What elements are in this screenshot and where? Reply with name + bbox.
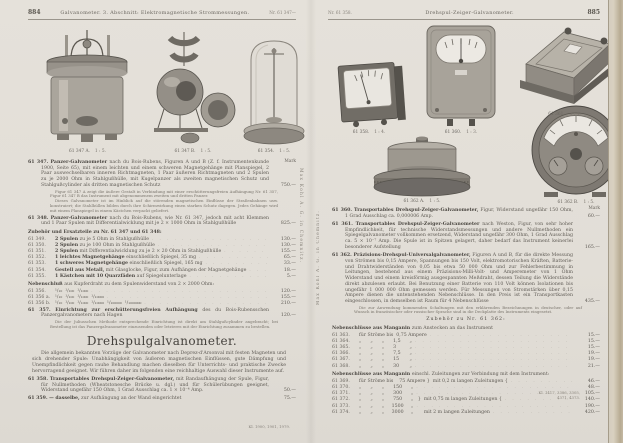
row-text [55, 301, 141, 307]
row-text: „ „ „ 3 „ [359, 345, 412, 351]
row-price: 420.— [584, 409, 600, 415]
entry-description: des du Bois-Rubensschen Panzergalvanometers nach Hagen [41, 307, 270, 319]
dot-leader [415, 357, 573, 362]
caption-61354 [238, 149, 310, 154]
entry-text [28, 308, 296, 319]
caption-label: 61 362 A. [403, 199, 425, 204]
row-number: 61 356. [28, 289, 46, 295]
caption-label: 61 354. [257, 149, 275, 154]
row-price: 19.— [587, 357, 600, 363]
price-row [28, 274, 296, 280]
dot-leader [199, 255, 269, 260]
row-rest: ¹/₁₀ ¹/₁₀₀ ¹/₁₀₀₀ ¹/₁₀₀₀₀ ¹/₁₀₀₀₀₀ ¹/₁₀₀₀₀₀₀ [55, 301, 142, 307]
entry-number: 61 358. [28, 376, 48, 382]
dot-leader [152, 237, 269, 242]
entry-text [28, 216, 296, 227]
price-row [28, 268, 296, 274]
running-header-left [28, 9, 296, 20]
row-price: 130.— [280, 243, 296, 249]
caption-label: 61 347 A. [69, 149, 90, 154]
caption-61362A [366, 199, 478, 204]
entry-description: nach du Bois-Rubens, wie Nr. 61 347, jedoch mit acht Klemmen und 1 Paar Spulen mit Differentialwicklung mit je 2 × 1000 Ohm in Stahlgußhülle [41, 215, 269, 227]
row-text: „ „ „ 7,5 „ [359, 351, 412, 357]
entry-description: mit Bandaufhängung der Spule, Figur, für Nullmethoden (Wheatstonesche Brücke u. dgl.) und für Schülerübungen geeignet, Widerstand ungefähr 150 Ohm, 1 Grad Ausschlag ca. 1 × 10⁻⁴ Amp. [41, 376, 269, 394]
row-text [55, 261, 202, 267]
row-text [55, 274, 186, 280]
row-price: 210.— [280, 301, 296, 307]
row-number: 61 356 a. [28, 295, 51, 301]
dot-leader [158, 243, 269, 248]
catalog-entry [28, 216, 296, 227]
row-number: 61 355. [28, 273, 46, 279]
row-bold: 1 schweres Magnetgehänge [55, 261, 128, 267]
running-ref: Nr. 61 358. [328, 10, 352, 15]
dot-leader [144, 301, 269, 306]
price-row [332, 364, 600, 370]
entry-number: 61 357. [28, 307, 51, 313]
row-price: 190.— [584, 403, 600, 409]
row-bold: 1 Kästchen mit 10 Quarzfäden [55, 273, 136, 279]
row-rest: auf Spiegelunterlage [136, 273, 187, 279]
row-number: 61 354. [28, 267, 46, 273]
catalog-entry [28, 160, 296, 213]
price-row [332, 333, 600, 339]
row-number: 61 372. [332, 397, 350, 403]
fine-print: Dieses Galvanometer ist im Hinblick auf die störenden magnetischen Einflüsse der Straßenbahnen usw. konstruiert; die Stahlhüllen bilden durch ihre Schirmwirkung einen starken Schutz dagegen. Jedes Gehänge wird mit einem Planspiegel in einem Kästchen verpackt geliefert. [50, 198, 278, 213]
entry-notes [332, 306, 600, 315]
mark-column-header: Mark [588, 206, 600, 211]
entry-price: 120.— [280, 313, 296, 319]
entry-name: — dasselbe, [49, 396, 80, 402]
row-price: 33.— [283, 261, 296, 267]
entry-text [332, 253, 600, 305]
figure-61354-bell-jar-stand [240, 34, 308, 147]
row-price: 65.— [283, 255, 296, 261]
entry-number: 61 360. [332, 208, 353, 213]
row-price: 18.— [283, 267, 296, 273]
dot-leader [415, 364, 573, 369]
price-row [332, 404, 600, 410]
shunt-heading-bold: Nebenschlüsse aus Manganin [332, 372, 411, 378]
caption-scale: 1 : 5. [200, 149, 212, 154]
row-price: 48.— [587, 385, 600, 391]
entry-notes [28, 190, 296, 214]
row-rest: mit Differentialwicklung zu je 2 × 20 Ohm in Stahlgußhülle [79, 249, 222, 255]
entry-name: Transportables Drehspul-Zeiger-Galvanometer, [354, 208, 479, 213]
caption-61358 [328, 130, 410, 135]
entry-number: 61 361. [332, 221, 353, 227]
row-text: „ „ „ 150 „ [359, 385, 414, 391]
row-bold: 2 Spulen [55, 236, 79, 242]
row-number: 61 353. [28, 261, 46, 267]
row-number: 61 371. [332, 391, 350, 397]
price-row [332, 357, 600, 363]
entry-number: 61 359. [28, 396, 48, 402]
figure-61347B-opened-galvanometer [150, 30, 238, 146]
entry-list-2 [28, 308, 296, 330]
entry-name: Panzer-Galvanometer [50, 215, 108, 221]
dot-leader [415, 339, 573, 344]
row-number: 61 374. [332, 409, 350, 415]
dot-leader [415, 345, 573, 350]
accessories-heading: Zubehör und Ersatzteile zu Nr. 61 347 und 61 348: [28, 230, 162, 236]
row-price: 5.— [286, 273, 296, 279]
caption-label: 61 347 B. [174, 149, 196, 154]
entry-text [332, 208, 600, 219]
dot-leader [430, 333, 573, 338]
shunt-list [28, 289, 296, 307]
shunt-heading [28, 282, 296, 288]
shunt-heading-bold: Nebenschlüsse aus Manganin [332, 326, 411, 332]
row-price: 120.— [280, 289, 296, 295]
row-bold: 1 leichtes Magnetgehänge [55, 255, 125, 261]
row-text [55, 289, 88, 295]
entry-list [332, 208, 600, 315]
dot-leader [189, 274, 269, 279]
row-text: „ „ „ 30 „ [359, 363, 412, 369]
entry-price: 435.— [584, 299, 600, 305]
page-885 [312, 0, 608, 443]
entry-price: 50.— [283, 388, 296, 394]
entry-price: 165.— [584, 244, 600, 250]
running-title: Galvanometer. 3. Abschnitt: Elektromagnetische Strommessungen. [60, 10, 250, 16]
caption-scale: 1 : 5. [583, 200, 595, 205]
figure-61362A-universal-galvanometer-side [366, 136, 478, 198]
catalog-entry [28, 396, 296, 402]
price-row [28, 237, 296, 243]
running-header-right [328, 9, 600, 20]
row-price: 140.— [584, 397, 600, 403]
entry-price: 60.— [587, 213, 600, 219]
plate-note-line-1: Kl. 1417, 3386, 3305, [538, 390, 580, 395]
shunt-heading-bold: Nebenschluß [28, 282, 63, 288]
row-price: 155.— [280, 295, 296, 301]
row-rest: einschließlich Spiegel, 35 mg [126, 255, 197, 261]
entry-name: Panzer-Galvanometer [50, 160, 108, 165]
row-price: 15.— [587, 339, 600, 345]
entry-notes [28, 320, 296, 329]
dot-leader [416, 404, 573, 409]
caption-61347A [35, 149, 140, 154]
catalog-entry [28, 377, 296, 394]
row-number: 61 364. [332, 339, 350, 345]
entry-description: Figur, Widerstand ungefähr 150 Ohm, 1 Grad Ausschlag ca. 0,000006 Amp. [345, 208, 573, 219]
entry-name: Transportables Drehspul-Zeiger-Galvanometer [355, 221, 480, 227]
row-price: 155.— [280, 249, 296, 255]
caption-label: 61 361. [548, 112, 565, 117]
caption-scale: 1 : 5. [279, 149, 291, 154]
book-page-edge [608, 0, 623, 443]
price-row [28, 243, 296, 249]
row-rest: zu je 5 Ohm in Stahlgußhülle [79, 236, 149, 242]
price-row [28, 261, 296, 267]
caption-scale: 1 : 5. [94, 149, 106, 154]
entry-description: nach Weston, Figur, von sehr hoher Empfindlichkeit, für technische Widerstandsmessungen und andere Nullmethoden ein Spiegelgalvanometer vollkommen ersetzend, Widerstand ungefähr 300 Ohm, 1 Grad Ausschlag ca. 5 × 10⁻⁷ Amp. Die Spule ist in Spitzen gelagert, daher bedarf das Instrument keinerlei besonderer Aufstellung [345, 221, 573, 250]
caption-scale: 1 : 4. [374, 130, 386, 135]
caption-61347B [148, 149, 238, 154]
row-number: 61 369. [332, 379, 350, 385]
figure-61358-small-meter [330, 57, 413, 130]
entry-price: 75.— [283, 396, 296, 402]
row-price: 19.— [587, 351, 600, 357]
plate-note: Kl. 1900, 1901, 1979. [248, 424, 290, 429]
dot-leader [91, 289, 269, 294]
row-number: 61 366. [332, 351, 350, 357]
row-price: 15.— [587, 345, 600, 351]
entry-text [28, 377, 296, 394]
row-price: 46.— [587, 379, 600, 385]
row-number: 61 367. [332, 357, 350, 363]
row-text [55, 243, 155, 249]
mark-column-header: Mark [284, 159, 296, 164]
catalog-entry [332, 253, 600, 315]
entry-price: 825.— [280, 221, 296, 227]
row-number: 61 368. [332, 363, 350, 369]
dot-leader [224, 249, 269, 254]
caption-scale: 1 : 5. [429, 199, 441, 204]
row-price: 130.— [280, 236, 296, 242]
entry-text [28, 396, 296, 402]
caption-61360 [415, 130, 507, 135]
row-number: 61 370. [332, 385, 350, 391]
row-number: 61 363. [332, 332, 350, 338]
caption-label: 61 362 B. [557, 200, 579, 205]
row-rest: mit Glasglocke, Figur, zum Aufhängen der Magnetgehänge [105, 267, 247, 273]
entry-name: Präzisions-Drehspul-Universalgalvanometer, [353, 253, 471, 259]
entry-number: 61 348. [28, 215, 49, 221]
row-number: 61 351. [28, 249, 46, 255]
running-title: Drehspul-Zeiger-Galvanometer. [425, 10, 514, 16]
entry-list-3 [28, 377, 296, 402]
accessories-heading: Zubehör zu Nr. 61 362: [426, 317, 506, 323]
figure-61361-box-galvanometer [512, 24, 617, 108]
caption-scale: 1 : 3. [466, 130, 478, 135]
page-number: 885 [587, 9, 600, 16]
figure-61360-pointer-galvanometer [417, 24, 505, 128]
figure-61347A-armored-galvanometer [35, 27, 140, 146]
entry-name: Transportables Drehspul-Zeiger-Galvanometer, [49, 376, 175, 382]
row-text: „ „ „ 1,5 „ [359, 339, 412, 345]
plate-note-line-2: 4371, 4373. [557, 394, 580, 400]
row-text: „ „ „ 15 „ [359, 357, 412, 363]
row-rest: ¹/₁₀ ¹/₁₀₀ ¹/₁₀₀₀ [55, 289, 89, 295]
row-number: 61 350. [28, 243, 46, 249]
shunt-heading-rest: zum Anstecken an das Instrument [411, 326, 494, 332]
left-text-column [28, 160, 296, 405]
entry-text [332, 222, 600, 251]
publisher-imprint-vertical: Max Kohl A. G. in Chemnitz. [316, 210, 321, 306]
entry-description: nach du Bois-Rubens, Figuren A und B (Z. f. Instrumentenkunde 1900, Seite 65), mit einem leichten und einem schweren Magnetgehänge mit Planspiegel, 2 Paar auswechselbaren inneren Richtmagneten, 1 Paar äußeren Richtmagneten und 2 Spulen zu je 2000 Ohm in Stahlgußhülle, mit Kugelpanzer als zweiten magnetischen Schutz und Stahlgußcylinder als dritten magnetischen Schutz [41, 160, 269, 188]
row-price: 21.— [587, 363, 600, 369]
row-text: „ „ „ 1500 „ [359, 403, 414, 409]
catalog-entry [332, 208, 600, 219]
entry-description: zur Aufhängung an der Wand eingerichtet [81, 396, 182, 402]
row-bold: 2 Spulen [55, 243, 79, 249]
accessories-list [28, 237, 296, 279]
section-title: Drehspulgalvanometer. [86, 334, 238, 349]
dot-leader [249, 268, 269, 273]
row-number: 61 356 b. [28, 301, 51, 307]
row-price: 105.— [584, 391, 600, 397]
dot-leader [107, 295, 269, 300]
section-intro: Die allgemein bekannten Vorzüge der Galvanometer nach Deprez-d'Arsonval mit festen Magneten und sich drehender Spule: Unabhängigkeit von äußeren magnetischen Einflüssen, gute Dämpfung und Unempfindlichkeit gegen rauhe Behandlung machen dieselben für Unterrichts- und praktische Zwecke hervorragend geeignet. Wir führen daher im folgenden eine reichhaltige Auswahl dieser Instrumente auf. [32, 351, 286, 374]
shunt-heading-rest: aus Kupferdraht zu dem Spulenwiderstand von 2 × 2000 Ohm: [64, 282, 215, 288]
row-rest: zu je 100 Ohm in Stahlgußhülle [79, 243, 155, 249]
row-rest: einschließlich Spiegel, 165 mg [129, 261, 203, 267]
fine-print: Die der Juliusschen Methode entsprechende Einrichtung ist direkt am Stahlgußcylinder angebracht; bei Bestellung ist das Panzergalvanometer einzusenden oder letzteres mit der Einrichtung zusammen zu bestellen. [50, 318, 278, 329]
row-text: „ „ „ 300 „ [359, 391, 414, 397]
page-gutter-shadow [306, 0, 316, 443]
price-row [332, 339, 600, 345]
row-number: 61 352. [28, 255, 46, 261]
right-text-column [332, 208, 600, 416]
shunt-heading-2 [332, 372, 600, 378]
dot-leader [205, 261, 269, 266]
row-number: 61 349. [28, 236, 46, 242]
row-text: „ „ „ 3000 „ mit 2 m langen Zuleitungen [359, 409, 490, 415]
caption-label: 61 358. [352, 130, 370, 135]
row-text [55, 237, 149, 243]
shunt-heading-1 [332, 326, 600, 332]
entry-price: 750.— [280, 182, 296, 188]
entry-number: 61 362. [332, 253, 352, 259]
entry-name: Einrichtung zur erschütterungsfreien Aufhängung [55, 307, 198, 313]
page-number: 884 [28, 9, 41, 16]
row-price: 15.— [587, 332, 600, 338]
row-bold: 2 Spulen [55, 249, 79, 255]
entry-number: 61 347. [28, 160, 49, 165]
catalog-entry [332, 222, 600, 251]
entry-description: Figuren A und B, für die direkte Messung von Strömen bis 0,15 Ampere, Spannungen bis 150 Volt, elektromotorischen Kräften, Batterie- und Drahtwiderständen von 0,05 bis etwa 50 000 Ohm und zur Fehlerbestimmung in Leitungen, bestehend aus einem Präzisions-Milli-Volt- und Amperemeter von 1 Ohm Widerstand und einem kreisförmig ausgespannten Meßdraht, dessen Teilung die Widerstände direkt abzulesen erlaubt. Bei Benutzung einer Batterie von 110 Volt können Isolationen bis ungefähr 1 000 000 Ohm gemessen werden. Für Messungen von Stromstärken über 0,15 Ampere dienen die untenstehenden Nebenschlüsse. In den Preis ist ein Transportkasten eingeschlossen, in demselben ist Raum für 4 Nebenschlüsse [345, 253, 573, 305]
price-row [28, 289, 296, 295]
row-number: 61 373. [332, 403, 350, 409]
running-ref: Nr. 61 347— [269, 10, 296, 15]
dot-leader [511, 379, 573, 384]
row-text: für Ströme bis 75 Ampere } mit 0,2 m langen Zuleitungen { [359, 379, 508, 385]
row-rest: ¹/₁₀ ¹/₁₀₀ ¹/₁₀₀₀ ¹/₁₀₀₀₀ [55, 295, 105, 301]
entry-text [28, 160, 296, 189]
price-row [332, 379, 600, 385]
fine-print: Figur 61 347 A zeigt die äußere Gestalt in Verbindung mit einer erschütterungsfreien Aufhängung Nr. 61 357, Figur 61 347 B das Instrument mit abgenommenem zweiten und dritten Panzer. [50, 188, 278, 199]
shunt-heading-rest: einschl. Zuleitungen zur Verbindung mit dem Instrument: [411, 372, 550, 378]
fine-print: Die zur Anwendung kommenden Schaltungen mit den erklärenden Bezeichnungen in deutscher, oder auf Wunsch in französischer oder russischer Sprache sind in die Deckplatte des Instruments eingesetzt. [354, 304, 582, 315]
publisher-imprint-vertical: Max Kohl A. G. in Chemnitz. [298, 168, 303, 264]
row-bold: Gestell aus Metall, [55, 267, 105, 273]
plate-note [539, 391, 581, 401]
row-number: 61 365. [332, 345, 350, 351]
price-row [332, 410, 600, 416]
dot-leader [415, 351, 573, 356]
catalog-entry [28, 308, 296, 330]
row-text: „ „ „ 750 „ } mit 0,75 m langen Zuleitungen { [359, 397, 502, 403]
caption-scale: 1 : 4. [569, 112, 581, 117]
entry-list [28, 160, 296, 227]
price-row [28, 301, 296, 307]
caption-label: 61 360. [444, 130, 462, 135]
row-text: für Ströme bis 0,75 Ampere [359, 332, 427, 338]
dot-leader [493, 410, 573, 415]
shunt-list-1 [332, 333, 600, 369]
caption-61361 [512, 112, 617, 117]
row-text [55, 268, 246, 274]
